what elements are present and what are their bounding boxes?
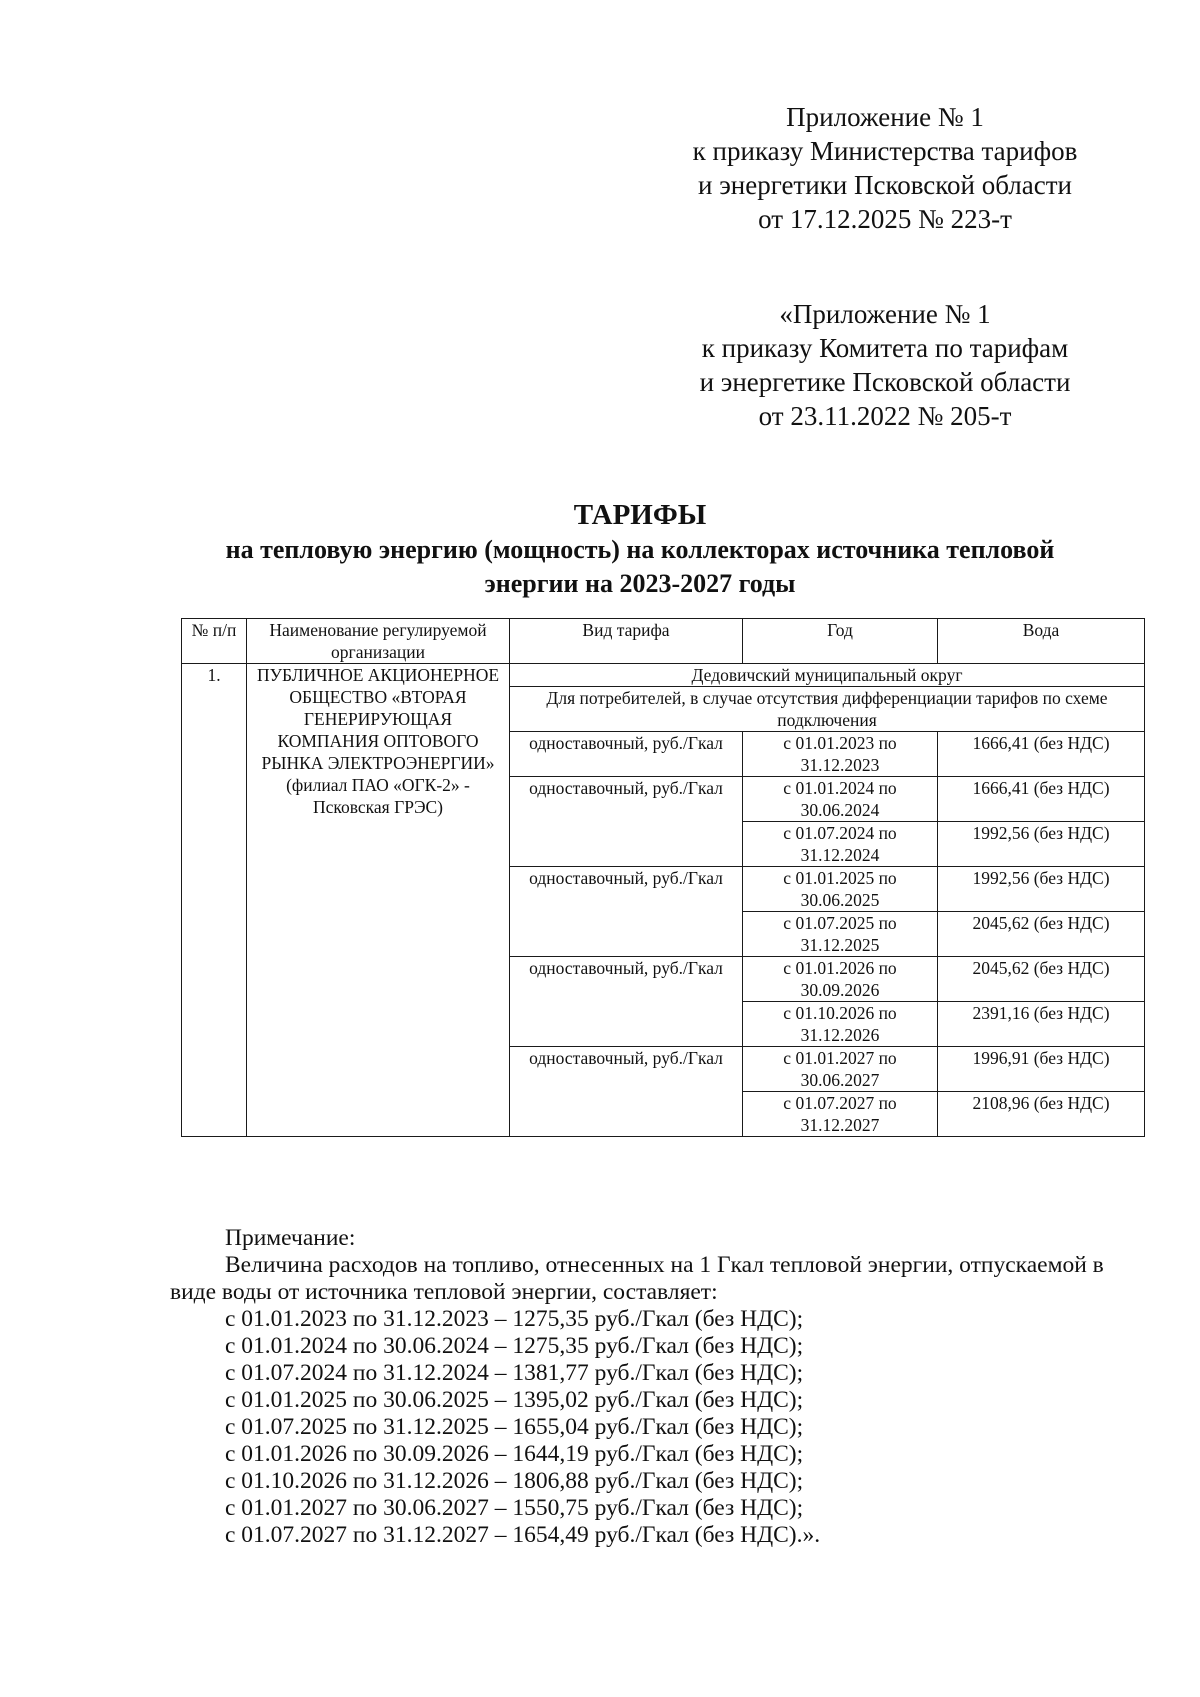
period-cell: с 01.01.2026 по 30.09.2026 (743, 957, 938, 1002)
appendix-previous-line: к приказу Комитета по тарифам (701, 333, 1069, 363)
value-cell: 2045,62 (без НДС) (938, 957, 1145, 1002)
value-cell: 2108,96 (без НДС) (938, 1092, 1145, 1137)
value-cell: 1992,56 (без НДС) (938, 867, 1145, 912)
period-cell: с 01.01.2027 по 30.06.2027 (743, 1047, 938, 1092)
period-cell: с 01.01.2023 по 31.12.2023 (743, 732, 938, 777)
value-cell: 1996,91 (без НДС) (938, 1047, 1145, 1092)
value-cell: 1992,56 (без НДС) (938, 822, 1145, 867)
note-item: с 01.01.2023 по 31.12.2023 – 1275,35 руб./Гкал (без НДС); (225, 1306, 804, 1332)
note-item: с 01.01.2025 по 30.06.2025 – 1395,02 руб./Гкал (без НДС); (225, 1387, 804, 1413)
appendix-previous-line: «Приложение № 1 (779, 299, 991, 329)
period-cell: с 01.07.2024 по 31.12.2024 (743, 822, 938, 867)
organization-name: ПУБЛИЧНОЕ АКЦИОНЕРНОЕ ОБЩЕСТВО «ВТОРАЯ ГЕНЕРИРУЮЩАЯ КОМПАНИЯ ОПТОВОГО РЫНКА ЭЛЕКТРОЭНЕРГИИ» (филиал ПАО «ОГК-2» - Псковская ГРЭС) (247, 664, 510, 1137)
note-heading: Примечание: (225, 1225, 356, 1251)
consumer-group: Для потребителей, в случае отсутствия дифференциации тарифов по схеме подключения (510, 687, 1145, 732)
title-subtitle-line: на тепловую энергию (мощность) на коллекторах источника тепловой (225, 535, 1055, 564)
value-cell: 1666,41 (без НДС) (938, 732, 1145, 777)
tariff-type-cell: одноставочный, руб./Гкал (510, 1047, 743, 1137)
value-cell: 1666,41 (без НДС) (938, 777, 1145, 822)
note-item: с 01.07.2027 по 31.12.2027 – 1654,49 руб./Гкал (без НДС).». (225, 1522, 821, 1548)
value-cell: 2391,16 (без НДС) (938, 1002, 1145, 1047)
header-organization: Наименование регулируемой организации (247, 619, 510, 664)
header-number: № п/п (182, 619, 247, 664)
row-number: 1. (182, 664, 247, 1137)
tariff-type-cell: одноставочный, руб./Гкал (510, 732, 743, 777)
table-row (182, 664, 1145, 687)
header-water: Вода (938, 619, 1145, 664)
title-subtitle-line: энергии на 2023-2027 годы (484, 569, 796, 598)
header-tariff-type: Вид тарифа (510, 619, 743, 664)
appendix-current-line: от 17.12.2025 № 223-т (758, 204, 1012, 234)
document-title (160, 497, 1120, 601)
period-cell: с 01.01.2024 по 30.06.2024 (743, 777, 938, 822)
period-cell: с 01.07.2027 по 31.12.2027 (743, 1092, 938, 1137)
district-name: Дедовичский муниципальный округ (510, 664, 1145, 687)
period-cell: с 01.07.2025 по 31.12.2025 (743, 912, 938, 957)
appendix-previous-header (660, 297, 1110, 433)
tariff-type-cell: одноставочный, руб./Гкал (510, 777, 743, 867)
tariff-table (181, 618, 1145, 1137)
tariff-type-cell: одноставочный, руб./Гкал (510, 957, 743, 1047)
note-block (170, 1225, 1140, 1549)
period-cell: с 01.10.2026 по 31.12.2026 (743, 1002, 938, 1047)
title-main: ТАРИФЫ (573, 499, 707, 531)
appendix-current-header (660, 100, 1110, 236)
note-item: с 01.10.2026 по 31.12.2026 – 1806,88 руб./Гкал (без НДС); (225, 1468, 804, 1494)
appendix-current-line: к приказу Министерства тарифов (692, 136, 1078, 166)
appendix-current-line: Приложение № 1 (786, 102, 984, 132)
header-year: Год (743, 619, 938, 664)
note-item: с 01.07.2024 по 31.12.2024 – 1381,77 руб./Гкал (без НДС); (225, 1360, 804, 1386)
appendix-current-line: и энергетики Псковской области (698, 170, 1072, 200)
note-item: с 01.01.2027 по 30.06.2027 – 1550,75 руб./Гкал (без НДС); (225, 1495, 804, 1521)
value-cell: 2045,62 (без НДС) (938, 912, 1145, 957)
appendix-previous-line: и энергетике Псковской области (699, 367, 1071, 397)
table-header-row (182, 619, 1145, 664)
note-item: с 01.01.2024 по 30.06.2024 – 1275,35 руб./Гкал (без НДС); (225, 1333, 804, 1359)
period-cell: с 01.01.2025 по 30.06.2025 (743, 867, 938, 912)
note-item: с 01.01.2026 по 30.09.2026 – 1644,19 руб./Гкал (без НДС); (225, 1441, 804, 1467)
appendix-previous-line: от 23.11.2022 № 205-т (758, 401, 1012, 431)
tariff-type-cell: одноставочный, руб./Гкал (510, 867, 743, 957)
note-item: с 01.07.2025 по 31.12.2025 – 1655,04 руб./Гкал (без НДС); (225, 1414, 804, 1440)
note-intro: Величина расходов на топливо, отнесенных на 1 Гкал тепловой энергии, отпускаемой в виде воды от источника тепловой энергии, составляет: (170, 1252, 1104, 1305)
